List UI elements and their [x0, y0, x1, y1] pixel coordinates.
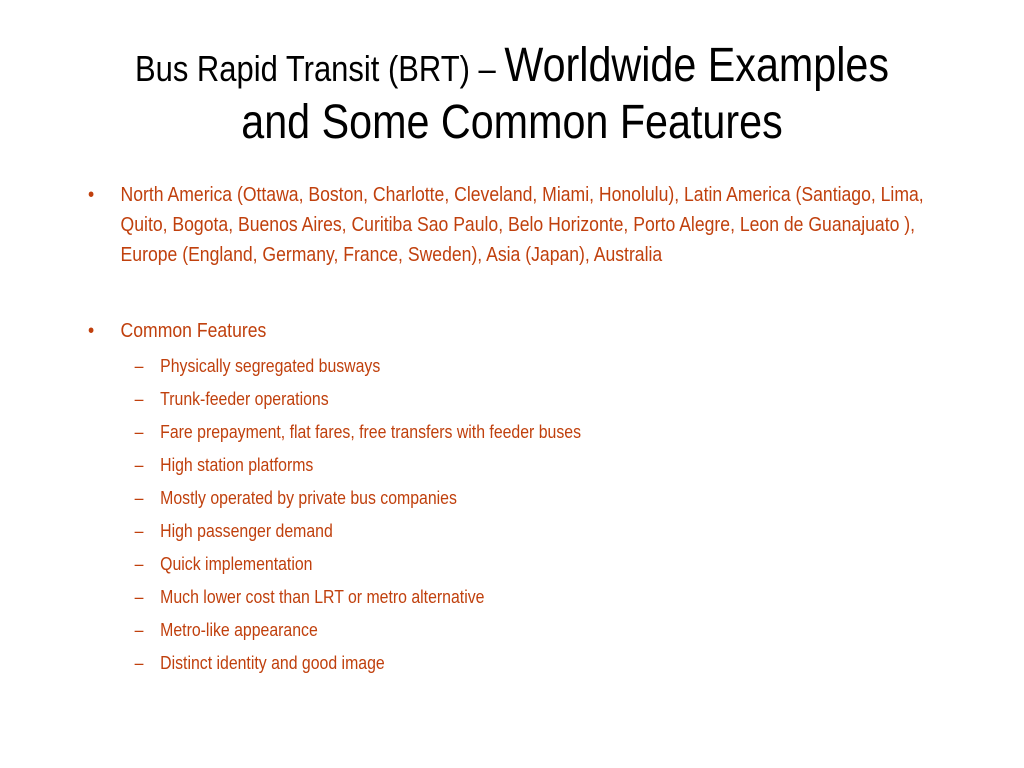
title-part-1: Bus Rapid Transit (BRT) – — [134, 48, 505, 89]
feature-item: – Mostly operated by private bus companies — [88, 482, 952, 515]
feature-item: – Metro-like appearance — [88, 614, 952, 647]
bullet-marker: • — [88, 184, 95, 206]
bullet-regions — [88, 180, 965, 270]
bullet-marker: • — [88, 320, 95, 342]
feature-item: – High station platforms — [88, 449, 952, 482]
feature-item: – Much lower cost than LRT or metro alternative — [88, 581, 952, 614]
dash-marker: – — [134, 422, 144, 442]
slide-content — [88, 180, 968, 680]
dash-marker: – — [134, 587, 144, 607]
feature-item: – Distinct identity and good image — [88, 647, 952, 680]
dash-marker: – — [134, 620, 144, 640]
feature-item: – Quick implementation — [88, 548, 952, 581]
dash-marker: – — [134, 389, 144, 409]
bullet-text: North America (Ottawa, Boston, Charlotte, Cleveland, Miami, Honolulu), Latin America (Santiago, Lima, Quito, Bogota, Buenos Aires, Curitiba Sao Paulo, Belo Horizonte, Porto Alegre, Leon de Guanajuato ), Europe (England, Germany, France, Sweden), Asia (Japan), Australia — [120, 184, 924, 266]
dash-marker: – — [134, 521, 144, 541]
slide-title — [106, 38, 918, 150]
title-part-2: Worldwide Examples — [504, 39, 890, 92]
feature-list — [88, 350, 968, 680]
dash-marker: – — [134, 653, 144, 673]
bullet-common-features — [88, 316, 965, 346]
dash-marker: – — [134, 455, 144, 475]
dash-marker: – — [134, 488, 144, 508]
dash-marker: – — [134, 356, 144, 376]
feature-item: – Trunk-feeder operations — [88, 383, 952, 416]
dash-marker: – — [134, 554, 144, 574]
bullet-text: Common Features — [120, 320, 267, 342]
feature-item: – Fare prepayment, flat fares, free transfers with feeder buses — [88, 416, 952, 449]
feature-item: – Physically segregated busways — [88, 350, 952, 383]
feature-item: – High passenger demand — [88, 515, 952, 548]
title-line-2: and Some Common Features — [241, 96, 783, 150]
